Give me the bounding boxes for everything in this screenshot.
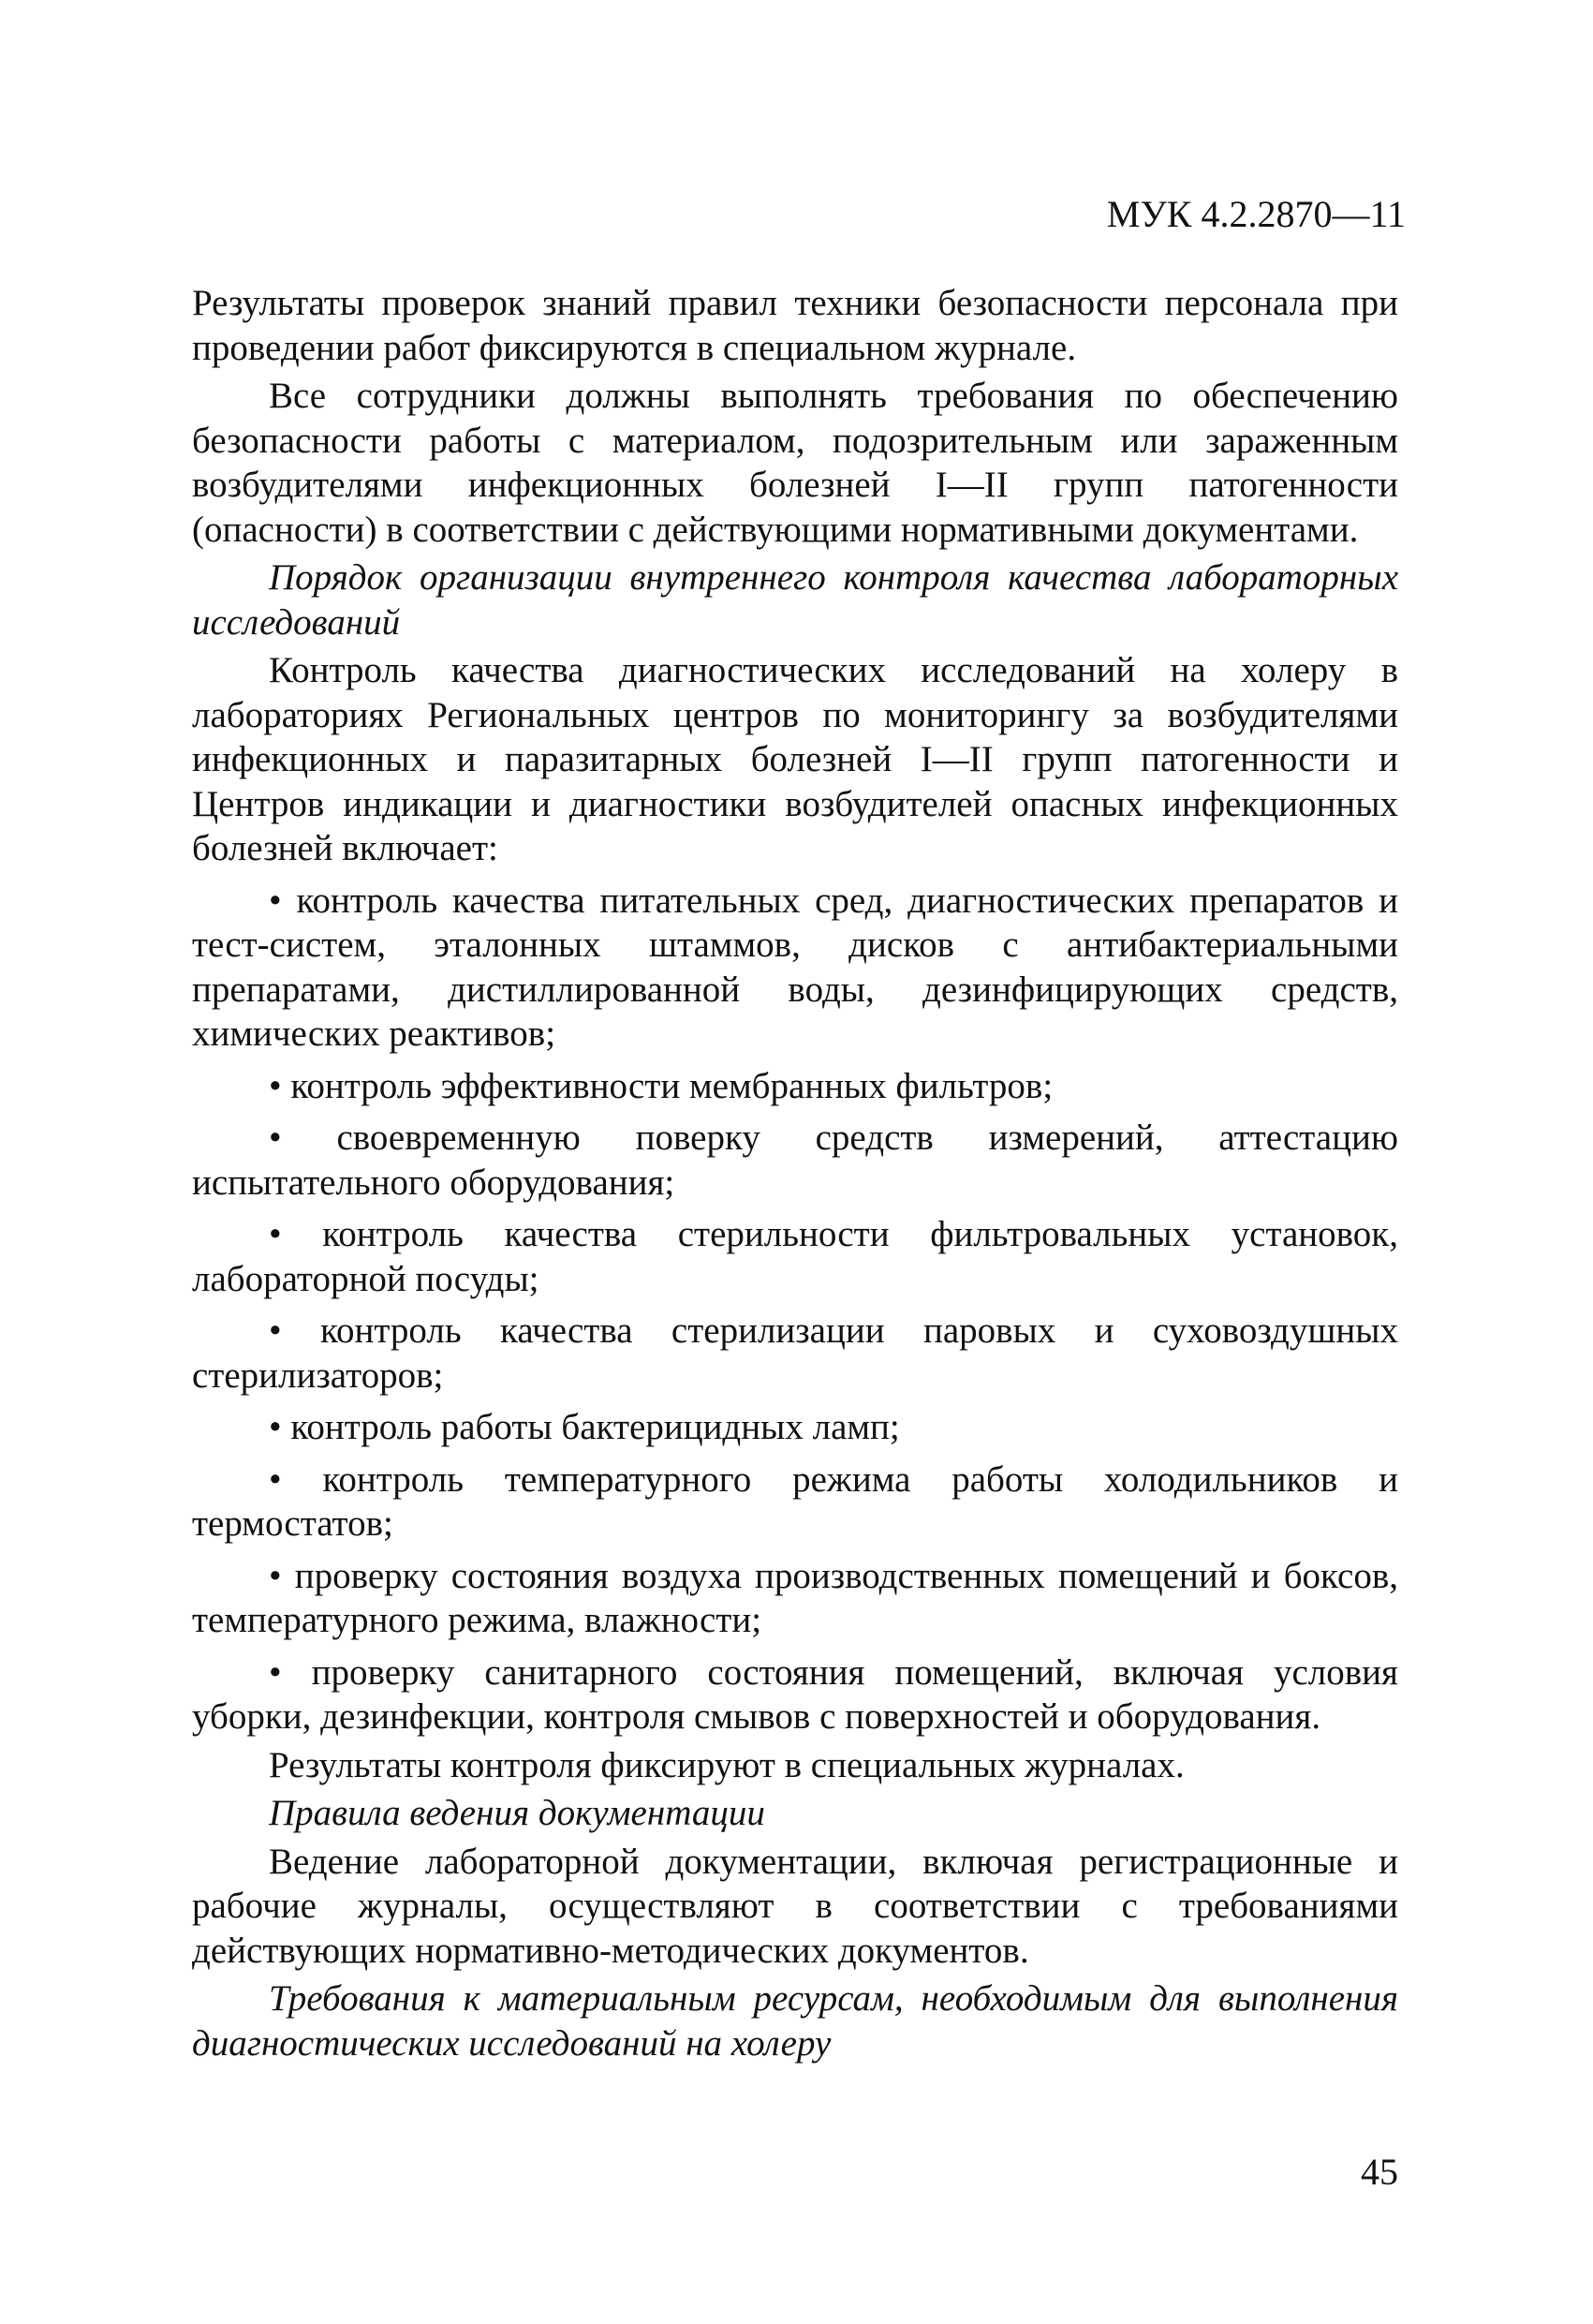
document-code: МУК 4.2.2870—11 [1106,193,1406,235]
section-heading-material-resources: Требования к материальным ресурсам, необходимым для выполнения диагностических исследований на холеру [192,1978,1398,2064]
page-body [192,281,1398,2065]
list-item: • своевременную поверку средств измерений, аттестацию испытательного оборудования; [192,1118,1398,1203]
section-heading-internal-control: Порядок организации внутреннего контроля качества лабораторных исследований [192,557,1398,643]
paragraph-quality-control-intro: Контроль качества диагностических исследований на холеру в лабораториях Региональных центров по мониторингу за возбудителями инфекционных и паразитарных болезней I—II групп патогенности и Центров индикации и диагностики возбудителей опасных инфекционных болезней включает: [192,650,1398,868]
paragraph-control-results: Результаты контроля фиксируют в специальных журналах. [269,1744,1185,1785]
page-number: 45 [1361,2151,1398,2193]
list-item: • контроль качества стерилизации паровых и суховоздушных стерилизаторов; [192,1310,1398,1396]
list-item: • контроль качества стерильности фильтровальных установок, лабораторной посуды; [192,1214,1398,1299]
paragraph-safety-checks: Результаты проверок знаний правил техники безопасности персонала при проведении работ фиксируются в специальном журнале. [192,283,1398,368]
paragraph-documentation: Ведение лабораторной документации, включая регистрационные и рабочие журналы, осуществляют в соответствии с требованиями действующих нормативно-методических документов. [192,1841,1398,1971]
list-item: • контроль работы бактерицидных ламп; [269,1407,900,1447]
list-item: • проверку состояния воздуха производственных помещений и боксов, температурного режима, влажности; [192,1555,1398,1640]
list-item: • проверку санитарного состояния помещений, включая условия уборки, дезинфекции, контроля смывов с поверхностей и оборудования. [192,1651,1398,1737]
list-item: • контроль качества питательных сред, диагностических препаратов и тест-систем, эталонных штаммов, дисков с антибактериальными препаратами, дистиллированной воды, дезинфицирующих средств, химических реактивов; [192,880,1398,1054]
list-item: • контроль температурного режима работы холодильников и термостатов; [192,1458,1398,1544]
paragraph-staff-requirements: Все сотрудники должны выполнять требования по обеспечению безопасности работы с материалом, подозрительным или зараженным возбудителями инфекционных болезней I—II групп патогенности (опасности) в соответствии с действующими нормативными документами. [192,376,1398,550]
section-heading-documentation: Правила ведения документации [269,1793,765,1833]
list-item: • контроль эффективности мембранных фильтров; [269,1065,1054,1106]
